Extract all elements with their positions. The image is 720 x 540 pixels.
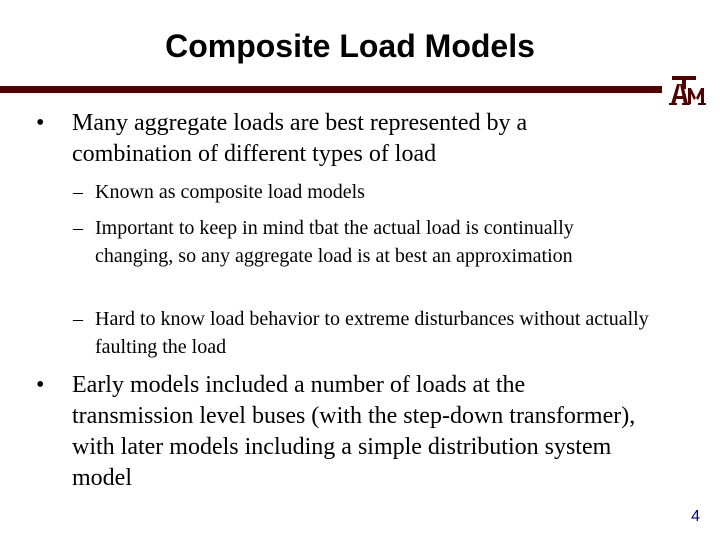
title-divider <box>0 86 662 93</box>
page-number: 4 <box>691 508 700 525</box>
bullet-marker: • <box>36 110 45 136</box>
sub-bullet-text: Important to keep in mind tbat the actual load is continually changing, so any aggregate load is at best an approximation <box>95 217 574 267</box>
bullet-marker: • <box>36 372 45 398</box>
bullet-text: Early models included a number of loads at the transmission level buses (with the step-down transformer), with later models including a simple distribution system model <box>72 372 636 491</box>
sub-bullet-marker: – <box>73 181 83 203</box>
sub-bullet-marker: – <box>73 217 83 239</box>
slide-title: Composite Load Models <box>165 28 535 64</box>
bullet-text: Many aggregate loads are best represented by a combination of different types of load <box>72 110 528 167</box>
sub-bullet-text: Known as composite load models <box>95 181 365 203</box>
texas-a-and-m-logo <box>668 74 708 106</box>
sub-bullet-text: Hard to know load behavior to extreme disturbances without actually faulting the load <box>95 308 649 358</box>
sub-bullet-marker: – <box>73 308 83 330</box>
